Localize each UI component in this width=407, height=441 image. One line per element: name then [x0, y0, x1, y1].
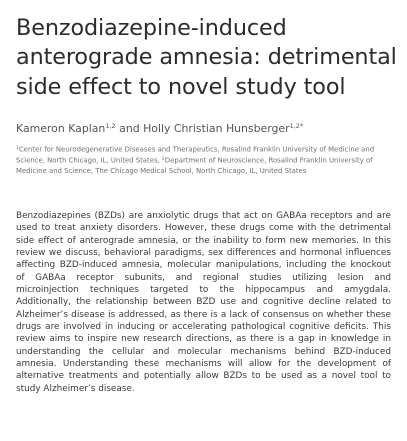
author-list — [16, 119, 303, 136]
abstract-line: understanding the cellular and molecular mechanisms behind BZD-induced — [16, 346, 391, 357]
abstract-line: microinjection techniques targeted to the hippocampus and amygdala. — [16, 285, 391, 296]
abstract-line: study Alzheimer’s disease. — [16, 383, 135, 394]
abstract-line: affecting BZD-induced amnesia, molecular manipulations, including the knockout — [16, 260, 391, 271]
abstract-line: review aims to inspire new research directions, as there is a gap in knowledge in — [16, 334, 391, 345]
abstract-line: Alzheimer’s disease is addressed, as there is a lack of consensus on whether these — [16, 309, 391, 320]
abstract-line: Additionally, the relationship between BZD use and cognitive decline related to — [16, 297, 391, 308]
abstract-line: of GABAa receptor subunits, and regional studies utilizing lesion and — [16, 272, 391, 283]
affiliation-marker: 2 — [161, 157, 165, 163]
author-affiliation-marker: 1,2* — [289, 122, 304, 130]
affiliation-text: Center for Neurodegenerative Diseases and Therapeutics, Rosalind Franklin University of Medicine and — [18, 145, 375, 154]
affiliation-marker: 1 — [16, 146, 19, 151]
affiliation-line: Medicine and Science, The Chicago Medical School, North Chicago, IL, United States — [16, 167, 307, 176]
author-conjunction: and — [115, 122, 144, 135]
affiliation-line — [16, 155, 401, 166]
article-title — [16, 14, 401, 102]
abstract-line: review we discuss, behavioral paradigms, sex differences and hormonal influences — [16, 248, 391, 259]
author-affiliation-marker: 1,2 — [105, 122, 116, 130]
abstract-line: drugs are involved in inducing or accelerating pathological cognitive deficits. This — [16, 322, 391, 333]
title-line: Benzodiazepine-induced — [16, 15, 287, 41]
affiliations — [16, 144, 401, 177]
author-name[interactable]: Kameron Kaplan — [16, 122, 106, 135]
abstract-line: used to treat anxiety disorders. However, these drugs come with the detrimental — [16, 223, 391, 234]
author-name[interactable]: Holly Christian Hunsberger — [143, 122, 290, 135]
abstract-line: Benzodiazepines (BZDs) are anxiolytic drugs that act on GABAa receptors and are — [16, 211, 391, 221]
affiliation-text: Science, North Chicago, IL, United States, — [16, 156, 162, 165]
affiliation-text: Department of Neuroscience, Rosalind Franklin University of — [164, 156, 373, 165]
abstract-line: amnesia. Understanding these mechanisms will allow for the development of — [16, 359, 391, 370]
title-line: side effect to novel study tool — [16, 73, 346, 100]
abstract-line: side effect of anterograde amnesia, or the inability to form new memories. In this — [16, 235, 391, 246]
title-line: anterograde amnesia: detrimental — [16, 44, 397, 71]
abstract-line: alternative treatments and potentially allow BZDs to be used as a novel tool to — [16, 371, 391, 382]
abstract — [16, 210, 391, 395]
affiliation-line — [16, 144, 401, 155]
